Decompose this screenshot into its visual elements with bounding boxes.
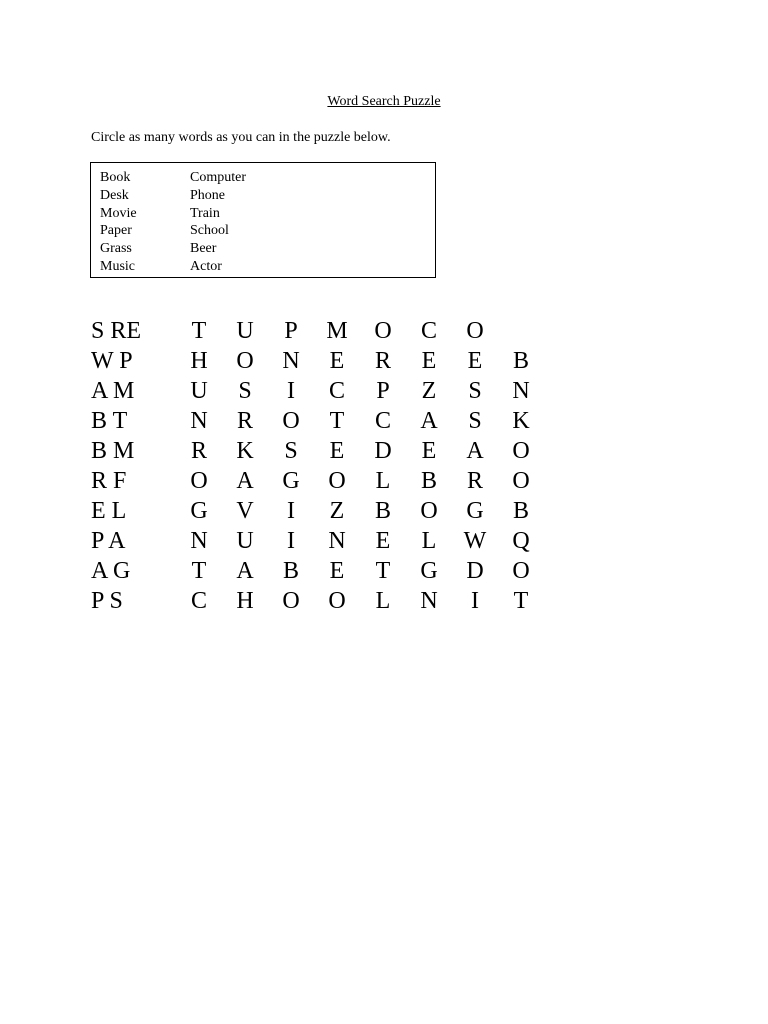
grid-row	[84, 346, 544, 376]
word-item: Train	[190, 205, 220, 221]
grid-cell: T	[513, 588, 529, 614]
word-item: Actor	[190, 258, 222, 274]
grid-cell: B	[374, 498, 391, 524]
grid-cell: K	[512, 408, 530, 434]
grid-cell: O	[512, 558, 530, 584]
word-item: Music	[100, 258, 135, 274]
word-item: Beer	[190, 241, 217, 257]
grid-cell: C	[374, 408, 391, 434]
word-item: Paper	[100, 223, 132, 239]
grid-cell: R	[236, 408, 253, 434]
grid-cell: C	[328, 378, 345, 404]
grid-cell: C	[190, 588, 207, 614]
grid-cell: D	[374, 438, 392, 464]
grid-row	[84, 406, 544, 436]
grid-cell: O	[236, 348, 254, 374]
grid-cell: H	[190, 348, 208, 374]
grid-cell: I	[287, 528, 295, 554]
word-item: Desk	[100, 187, 129, 203]
grid-cell: O	[512, 438, 530, 464]
grid-cell: L	[375, 588, 391, 614]
grid-cell: S	[468, 408, 482, 434]
grid-cell: W P	[91, 348, 133, 374]
grid-row	[84, 376, 544, 406]
grid-cell: M	[326, 318, 348, 344]
grid-cell: A	[466, 438, 484, 464]
grid-cell: D	[466, 558, 484, 584]
grid-cell: P S	[91, 588, 123, 614]
grid-cell: N	[282, 348, 300, 374]
grid-cell: Z	[421, 378, 437, 404]
grid-cell: E	[467, 348, 483, 374]
grid-cell: R F	[91, 468, 127, 494]
grid-cell: T	[191, 558, 207, 584]
grid-row	[84, 496, 544, 526]
word-item: School	[190, 223, 229, 239]
word-item: Phone	[190, 187, 225, 203]
grid-cell: A M	[91, 378, 135, 404]
grid-cell: K	[236, 438, 254, 464]
grid-row	[84, 556, 544, 586]
grid-cell: C	[420, 318, 437, 344]
grid-cell: S	[284, 438, 298, 464]
grid-cell: A	[420, 408, 438, 434]
grid-cell: W	[463, 528, 487, 554]
grid-cell: I	[287, 498, 295, 524]
grid-cell: A G	[91, 558, 131, 584]
grid-cell: T	[329, 408, 345, 434]
grid-cell: O	[282, 588, 300, 614]
grid-cell: O	[282, 408, 300, 434]
grid-cell: O	[328, 588, 346, 614]
grid-cell: E	[375, 528, 391, 554]
grid-cell: Z	[329, 498, 345, 524]
grid-cell: E L	[91, 498, 127, 524]
grid-cell: S RE	[91, 318, 142, 344]
page-title: Word Search Puzzle	[327, 94, 441, 109]
instructions-text: Circle as many words as you can in the puzzle below.	[91, 130, 391, 145]
grid-cell: N	[328, 528, 346, 554]
grid-cell: U	[190, 378, 208, 404]
word-item: Movie	[100, 205, 137, 221]
grid-row	[84, 316, 544, 346]
grid-cell: L	[375, 468, 391, 494]
grid-cell: O	[512, 468, 530, 494]
grid-cell: G	[190, 498, 208, 524]
grid-cell: T	[375, 558, 391, 584]
grid-cell: B	[282, 558, 299, 584]
word-list-column-1	[100, 169, 137, 276]
grid-cell: H	[236, 588, 254, 614]
grid-cell: R	[466, 468, 483, 494]
grid-cell: B	[420, 468, 437, 494]
grid-cell: G	[420, 558, 438, 584]
grid-cell: O	[420, 498, 438, 524]
grid-row	[84, 436, 544, 466]
grid-row	[84, 466, 544, 496]
word-list-column-2	[190, 169, 246, 276]
grid-cell: N	[420, 588, 438, 614]
grid-cell: B	[512, 348, 529, 374]
grid-cell: V	[236, 498, 254, 524]
grid-cell: O	[190, 468, 208, 494]
grid-cell: P	[284, 318, 298, 344]
grid-cell: B M	[91, 438, 135, 464]
grid-cell: A	[236, 558, 254, 584]
grid-cell: R	[374, 348, 391, 374]
grid-row	[84, 586, 544, 616]
grid-row	[84, 526, 544, 556]
grid-cell: Q	[512, 528, 530, 554]
grid-cell: S	[238, 378, 252, 404]
grid-cell: O	[466, 318, 484, 344]
grid-cell: T	[191, 318, 207, 344]
grid-cell: E	[329, 348, 345, 374]
grid-cell: A	[236, 468, 254, 494]
grid-cell: E	[329, 438, 345, 464]
grid-cell: B	[512, 498, 529, 524]
grid-cell: S	[468, 378, 482, 404]
grid-cell: B T	[91, 408, 128, 434]
word-item: Computer	[190, 170, 246, 185]
grid-cell: N	[512, 378, 530, 404]
grid-cell: N	[190, 528, 208, 554]
grid-cell: R	[190, 438, 207, 464]
grid-cell: U	[236, 318, 254, 344]
grid-cell: G	[466, 498, 484, 524]
grid-cell: P A	[91, 528, 126, 554]
grid-cell: E	[421, 348, 437, 374]
grid-cell	[498, 316, 544, 346]
grid-cell: E	[329, 558, 345, 584]
grid-cell: U	[236, 528, 254, 554]
grid-cell: O	[374, 318, 392, 344]
grid-cell: L	[421, 528, 437, 554]
word-list-box	[90, 162, 436, 278]
grid-cell: G	[282, 468, 300, 494]
grid-cell: O	[328, 468, 346, 494]
grid-cell: N	[190, 408, 208, 434]
letter-grid	[84, 316, 544, 616]
grid-cell: P	[376, 378, 390, 404]
word-item: Book	[100, 170, 131, 185]
grid-cell: I	[287, 378, 295, 404]
grid-cell: E	[421, 438, 437, 464]
grid-cell: I	[471, 588, 479, 614]
word-item: Grass	[100, 241, 132, 257]
